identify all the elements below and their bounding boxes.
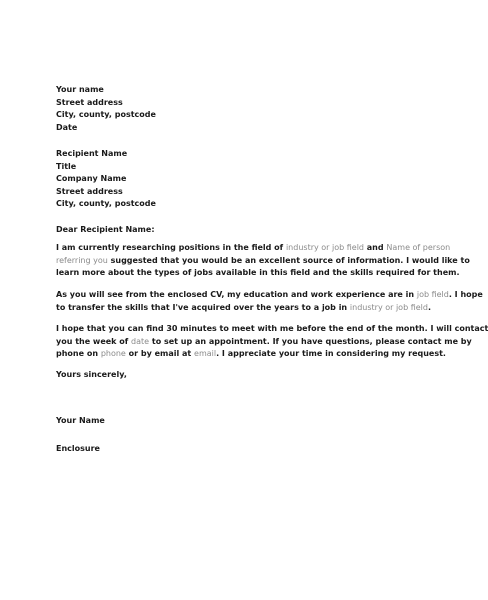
- enclosure-block: [56, 443, 416, 456]
- p2-text-1: As you will see from the enclosed CV, my education and work experience are in: [56, 290, 417, 299]
- p2-placeholder-job-field: job field: [416, 290, 449, 299]
- signature-block: [56, 415, 416, 428]
- p3-placeholder-email: email: [194, 349, 217, 358]
- p2-text-3: to transfer the skills that I've acquired over the years to a job in: [56, 302, 350, 312]
- p2-placeholder-industry: industry or job field: [349, 302, 428, 312]
- recipient-company: Company Name: [56, 174, 127, 183]
- recipient-city: City, county, postcode: [56, 199, 156, 208]
- p2-text-4: .: [427, 302, 432, 312]
- p1-text-4: learn more about the types of jobs available in this field and the skills required for them.: [56, 268, 460, 277]
- p2-text-2: . I hope: [448, 290, 483, 299]
- p3-text-5: or by email at: [125, 349, 195, 358]
- p1-placeholder-industry: industry or job field: [285, 243, 364, 252]
- salutation: Dear Recipient Name:: [56, 225, 155, 234]
- p1-text-3: suggested that you would be an excellent source of information. I would like to: [107, 255, 470, 265]
- p1-text-1: I am currently researching positions in the field of: [56, 243, 286, 252]
- signature-name: Your Name: [56, 416, 105, 425]
- paragraph-2: [56, 289, 483, 314]
- closing-block: [56, 369, 416, 382]
- sender-date: Date: [56, 122, 78, 132]
- enclosure: Enclosure: [56, 444, 100, 453]
- recipient-name: Recipient Name: [56, 149, 128, 158]
- p3-text-1: I hope that you can find 30 minutes to meet with me before the end of the month. I will contact: [56, 324, 488, 333]
- p3-text-4: phone on: [56, 349, 101, 358]
- sender-street: Street address: [56, 97, 123, 107]
- recipient-street: Street address: [56, 186, 123, 196]
- p3-text-6: . I appreciate your time in considering my request.: [216, 349, 446, 358]
- p3-placeholder-phone: phone: [100, 349, 126, 358]
- p1-placeholder-person-b: referring you: [56, 255, 108, 265]
- sender-name: Your name: [56, 85, 104, 94]
- paragraph-1: [56, 242, 470, 280]
- paragraph-3: [56, 323, 488, 361]
- recipient-title: Title: [56, 161, 77, 171]
- salutation-block: [56, 224, 416, 237]
- closing: Yours sincerely,: [56, 370, 127, 379]
- p1-text-2: and: [364, 243, 387, 252]
- recipient-address: [56, 148, 416, 211]
- sender-city: City, county, postcode: [56, 110, 156, 119]
- sender-address: [56, 84, 416, 134]
- p3-placeholder-date: date: [131, 336, 150, 346]
- p3-text-3: to set up an appointment. If you have questions, please contact me by: [149, 336, 472, 346]
- p1-placeholder-person-a: Name of person: [386, 243, 451, 252]
- p3-text-2: you the week of: [56, 336, 132, 346]
